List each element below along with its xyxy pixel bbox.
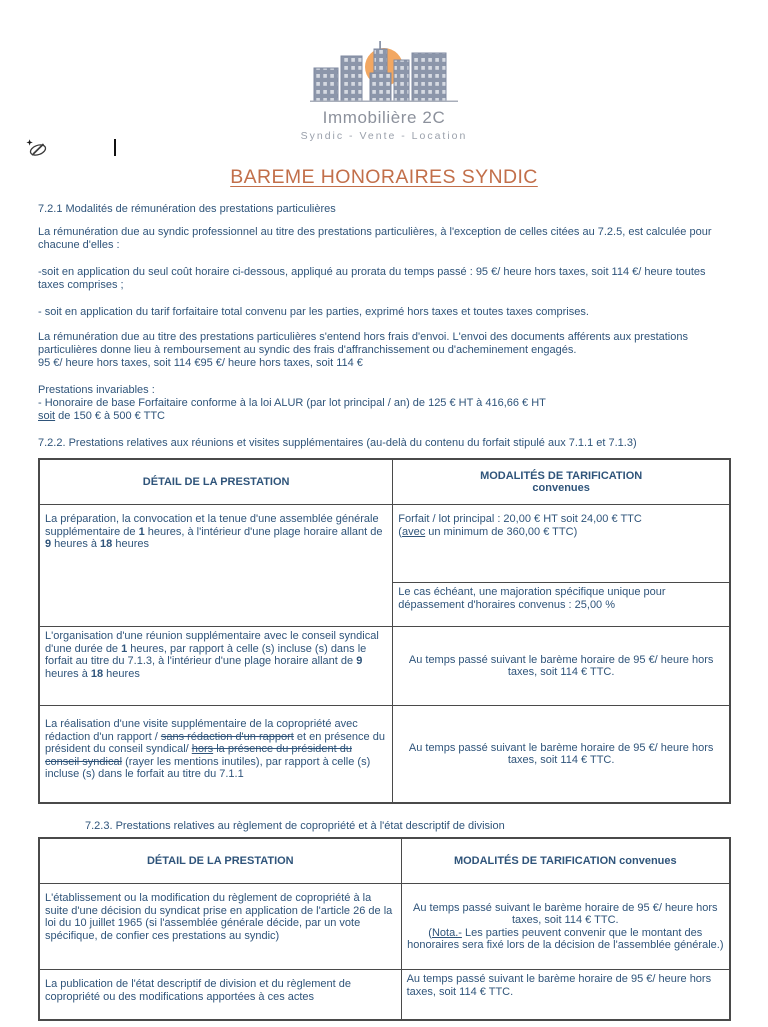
document-body (38, 203, 731, 1021)
paragraph-frais-envoi (38, 331, 731, 370)
city-skyline-logo-icon (308, 40, 460, 102)
company-tagline: Syndic - Vente - Location (300, 130, 468, 142)
prestations-invariables-label: Prestations invariables : (38, 384, 155, 396)
t2-row1-tarif: Au temps passé suivant le barème horaire de 95 €/ heure hors taxes, soit 114 € TTC. (Nota.- Les parties peuvent convenir que le montant des honoraires sera fixé lors de la décision de l'assemblée générale.) (401, 884, 730, 970)
paragraph-cout-horaire: -soit en application du seul coût horaire ci-dessous, appliqué au prorata du temps passé : 95 €/ heure hors taxes, soit 114 €/ heure toutes taxes comprises ; (38, 266, 706, 291)
t1-header-modalites-line1: MODALITÉS DE TARIFICATION (480, 469, 643, 482)
t2-row2-detail: La publication de l'état descriptif de division et du règlement de copropriété ou des modifications apportées à ces actes (39, 970, 401, 1021)
section-7-2-2-heading: 7.2.2. Prestations relatives aux réunions et visites supplémentaires (au-delà du contenu du forfait stipulé aux 7.1.1 et 7.1.3) (38, 437, 637, 449)
soit-ttc-line: soit de 150 € à 500 € TTC (38, 410, 165, 422)
section-7-2-3-heading: 7.2.3. Prestations relatives au règlement de copropriété et à l'état descriptif de division (85, 820, 505, 832)
company-name: Immobilière 2C (322, 108, 446, 127)
section-7-2-1-heading: 7.2.1 Modalités de rémunération des prestations particulières (38, 203, 336, 215)
t1-row1-tarif-majoration: Le cas échéant, une majoration spécifique unique pour dépassement d'horaires convenus : 25,00 % (393, 583, 730, 627)
t1-row2-detail: L'organisation d'une réunion supplémentaire avec le conseil syndical d'une durée de 1 heures, par rapport à celle (s) incluse (s) dans le forfait au titre du 7.1.3, à l'intérieur d'une plage horaire allant de 9 heures à 18 heures (39, 627, 393, 706)
t2-row1-detail: L'établissement ou la modification du règlement de copropriété à la suite d'une décision du syndicat prise en application de l'article 26 de la loi du 10 juillet 1965 (si l'assemblée générale décide, par un vote spécifique, de confier ces prestations au syndic) (39, 884, 401, 970)
tarif-horaire-line: 95 €/ heure hors taxes, soit 114 €95 €/ heure hors taxes, soit 114 € (38, 357, 363, 369)
t1-row3-tarif: Au temps passé suivant le barème horaire de 95 €/ heure hors taxes, soit 114 € TTC. (393, 706, 730, 804)
text-cursor[interactable] (114, 139, 116, 156)
honoraire-base-line: - Honoraire de base Forfaitaire conforme à la loi ALUR (par lot principal / an) de 125 € HT à 416,66 € HT (38, 397, 546, 409)
paragraph-tarif-forfaitaire: - soit en application du tarif forfaitaire total convenu par les parties, exprimé hors taxes et toutes taxes comprises. (38, 306, 589, 318)
t2-header-modalites: MODALITÉS DE TARIFICATION convenues (401, 838, 730, 884)
t1-row2-tarif: Au temps passé suivant le barème horaire de 95 €/ heure hors taxes, soit 114 € TTC. (393, 627, 730, 706)
paragraph-prestations-invariables (38, 384, 731, 423)
t1-row1-tarif-forfait: Forfait / lot principal : 20,00 € HT soit 24,00 € TTC (avec un minimum de 360,00 € TTC) (393, 505, 730, 583)
company-logo (0, 40, 768, 142)
table-reglement-copropriete (38, 837, 731, 1021)
table-prestations-reunions (38, 458, 731, 804)
t2-row2-tarif: Au temps passé suivant le barème horaire de 95 €/ heure hors taxes, soit 114 € TTC. (401, 970, 730, 1021)
t1-header-modalites-line2: convenues (532, 482, 590, 494)
paragraph-remuneration: La rémunération due au syndic professionnel au titre des prestations particulières, à l'exception de celles citées au 7.2.5, est calculée pour chacune d'elles : (38, 226, 712, 251)
t2-header-detail: DÉTAIL DE LA PRESTATION (39, 838, 401, 884)
t1-row1-detail: La préparation, la convocation et la tenue d'une assemblée générale supplémentaire de 1 heures, à l'intérieur d'une plage horaire allant de 9 heures à 18 heures (39, 505, 393, 627)
t1-header-detail: DÉTAIL DE LA PRESTATION (39, 459, 393, 505)
t1-header-modalites (393, 459, 730, 505)
t1-row3-detail: La réalisation d'une visite supplémentaire de la copropriété avec rédaction d'un rapport / sans rédaction d'un rapport et en présence du président du conseil syndical/ hors la présence du président du conseil syndical (rayer les mentions inutiles), par rapport à celle (s) incluse (s) dans le forfait au titre du 7.1.1 (39, 706, 393, 804)
frais-envoi-text: La rémunération due au titre des prestations particulières s'entend hors frais d'envoi. L'envoi des documents afférents aux prestations particulières donne lieu à remboursement au syndic des frais d'affranchissement ou d'acheminement engagés. (38, 331, 688, 356)
ink-pen-icon[interactable] (25, 137, 49, 159)
page-title: BAREME HONORAIRES SYNDIC (230, 166, 538, 188)
